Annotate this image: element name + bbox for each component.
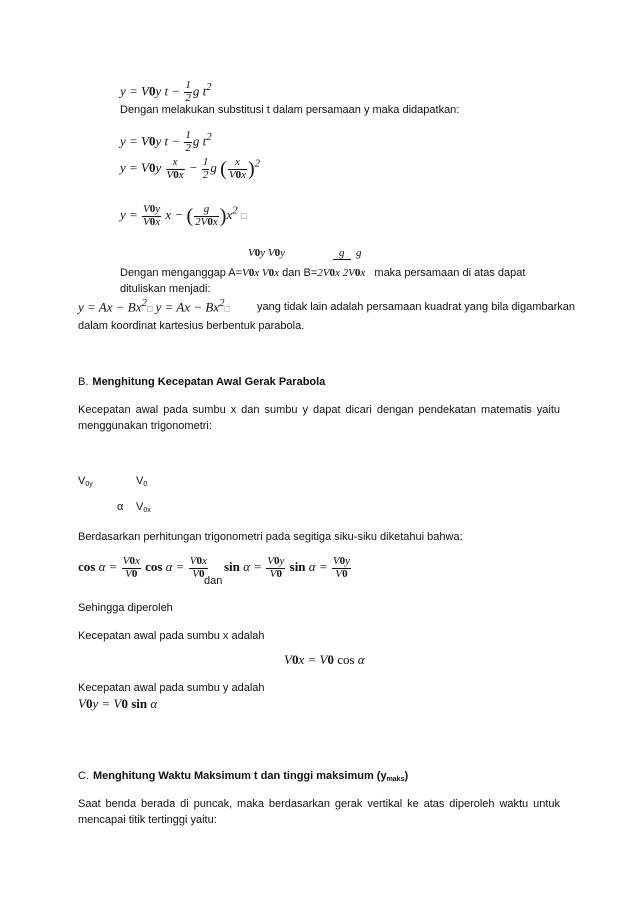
b-denominators: 2V0x 2V0x	[317, 267, 366, 279]
substitution-intro-text: Dengan melakukan substitusi t dalam persamaan y maka didapatkan:	[120, 104, 460, 116]
equation-substitution-3: y = $\frac{V0y}{V0x}$ x − ( $\frac{g}{2V0x}$ )$x^2$ □	[120, 202, 247, 228]
label-v0: $V_0$	[136, 475, 148, 488]
section-c-title-end: )	[404, 770, 409, 782]
section-c-body-line-2: mencapai titik tertinggi yaitu:	[78, 814, 217, 826]
label-v0x: $V_{0x}$	[136, 501, 151, 514]
section-b-intro-line-1: Kecepatan awal pada sumbu x dan sumbu y dapat dicari dengan pendekatan matematis yaitu	[78, 404, 560, 416]
trig-intro-text: Berdasarkan perhitungan trigonometri pada segitiga siku-siku diketahui bahwa:	[78, 531, 463, 543]
equation-substitution-1: y = V0y t − $\frac{1}{2}$ g $t^2$	[120, 129, 212, 154]
section-c-title-sub: maks	[386, 776, 405, 783]
dan-text: dan	[204, 575, 223, 587]
section-b-letter: B.	[78, 376, 89, 388]
equation-sin-alpha: sin α = $\frac{V0y}{V0}$ sin α = $\frac{V0y}{V0}$	[224, 555, 351, 580]
section-b-title: Menghitung Kecepatan Awal Gerak Parabola	[92, 376, 326, 388]
fraction-a-overlay: V0y V0y	[248, 247, 285, 259]
section-c-letter: C.	[78, 770, 89, 782]
equation-quadratic-forms: $y = Ax - Bx^2□$ $y = Ax - Bx^2□$	[78, 297, 230, 315]
section-b-heading	[78, 375, 325, 389]
equation-cos-alpha: cos α = $\frac{V0x}{V0}$ cos α = $\frac{V0x}{V0}$	[78, 555, 207, 580]
label-alpha: α	[117, 501, 124, 513]
parabola-line-2: dalam koordinat kartesius berbentuk parabola.	[78, 320, 305, 332]
section-c-heading	[78, 769, 408, 784]
section-c-title: Menghitung Waktu Maksimum t dan tinggi maksimum (y	[93, 770, 387, 782]
fraction-b-overlay: g g	[333, 246, 362, 260]
define-ab-line: Dengan menganggap A=V0x V0x dan B=2V0x 2V0x maka persamaan di atas dapat	[120, 267, 526, 279]
vy-label: Kecepatan awal pada sumbu y adalah	[78, 682, 265, 694]
define-ab-line-2: dituliskan menjadi:	[120, 283, 211, 295]
vx-label: Kecepatan awal pada sumbu x adalah	[78, 630, 265, 642]
equation-v0y: V0y = V0 sin α	[78, 696, 158, 711]
section-c-body-line-1: Saat benda berada di puncak, maka berdasarkan gerak vertikal ke atas diperoleh waktu untuk	[78, 798, 560, 810]
parabola-line-1: yang tidak lain adalah persamaan kuadrat yang bila digambarkan	[257, 301, 575, 313]
label-v0y: $V_{0y}$	[78, 475, 93, 488]
equation-substitution-2: y = V0y $\frac{x}{V0x}$ − $\frac{1}{2}$ g ( $\frac{x}{V0x}$ )$^2$	[120, 155, 261, 181]
sehingga-text: Sehingga diperoleh	[78, 602, 173, 614]
equation-vertical-position: y = V0y t − $\frac{1}{2}$ g $t^2$	[120, 79, 212, 104]
equation-v0x: V0x = V0 cos α	[284, 652, 365, 667]
a-denominators: V0x V0x	[242, 267, 280, 279]
section-b-intro-line-2: menggunakan trigonometri:	[78, 420, 212, 432]
